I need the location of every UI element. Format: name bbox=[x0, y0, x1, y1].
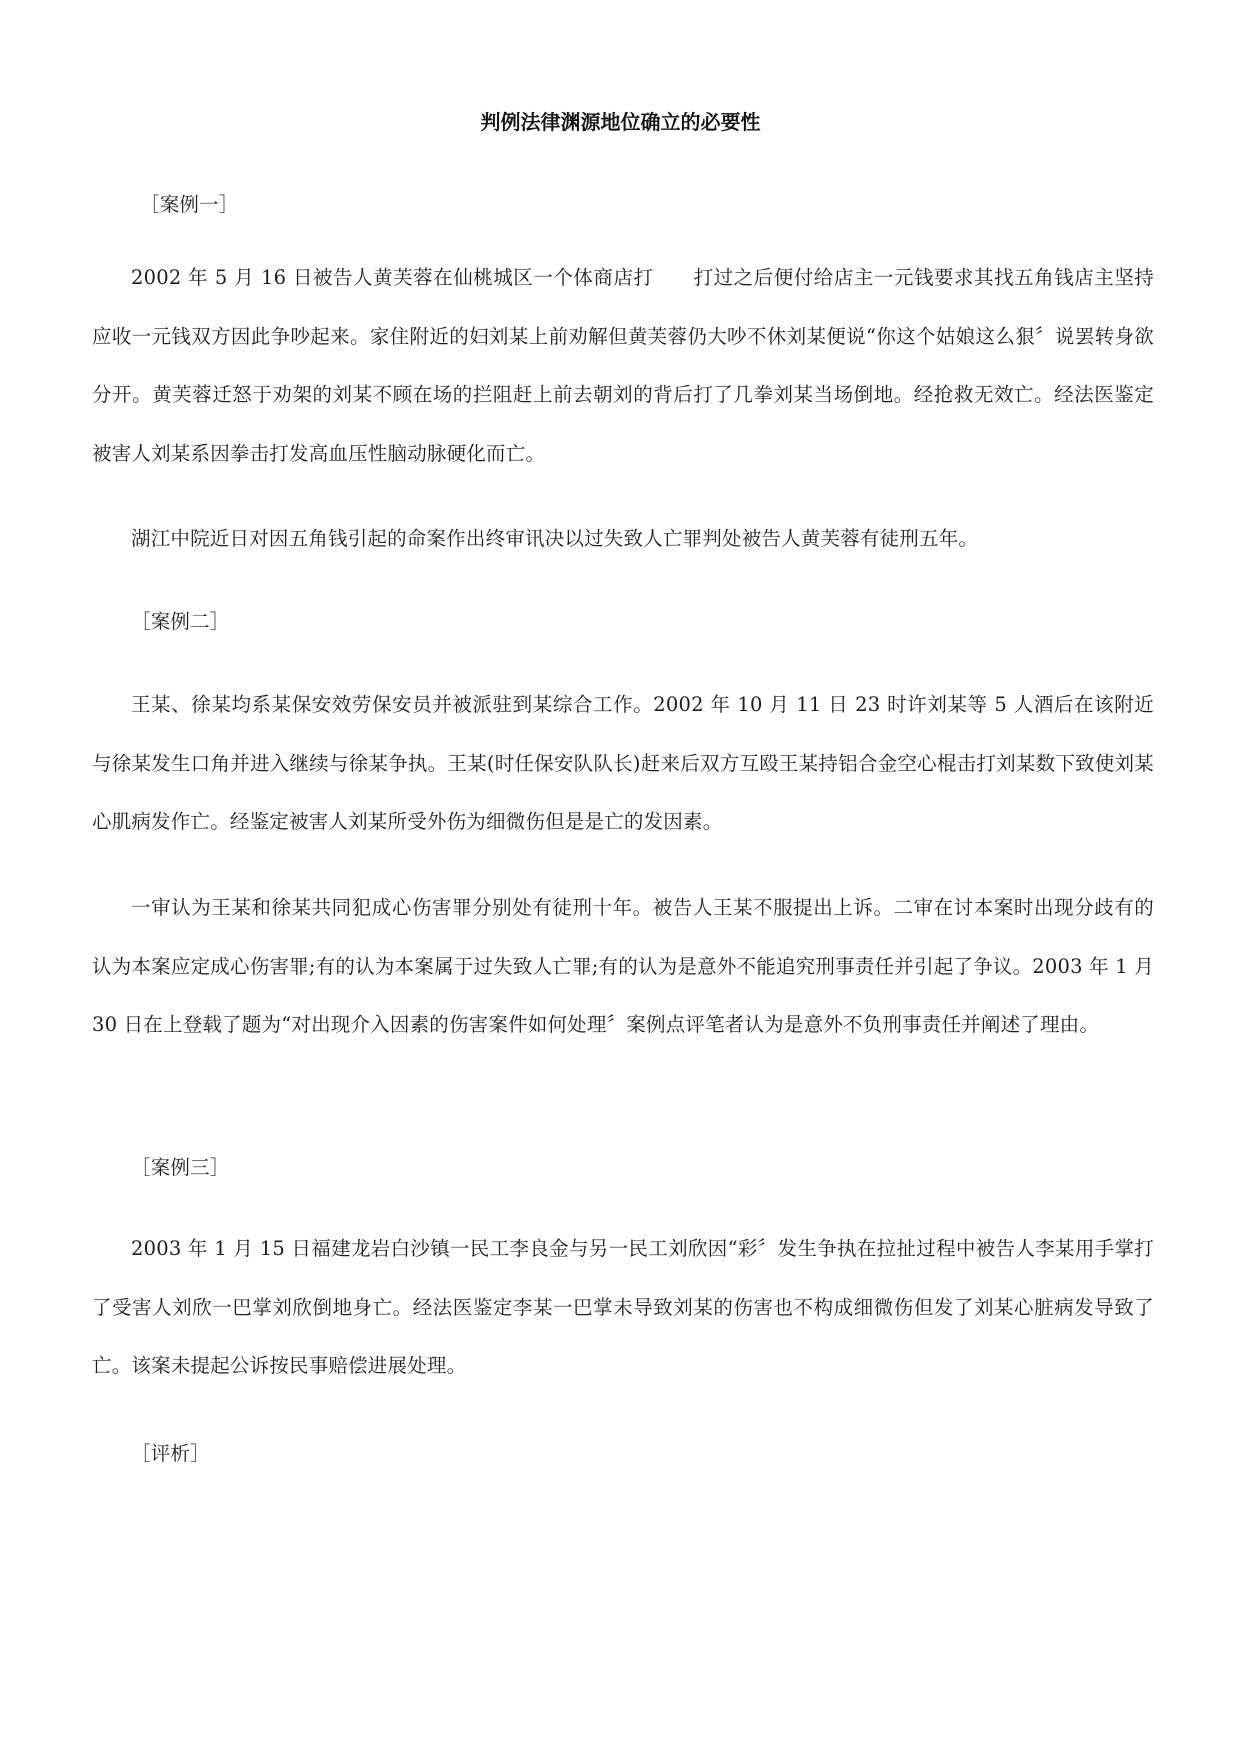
paragraph-case-2-facts: 王某、徐某均系某保安效劳保安员并被派驻到某综合工作。2002 年 10 月 11 日 23 时许刘某等 5 人酒后在该附近与徐某发生口角并进入继续与徐某争执。王某(时任保安队队长)赶来后双方互殴王某持铝合金空心棍击打刘某数下致使刘某心肌病发作亡。经鉴定被害人刘某所受外伤为细微伤但是是亡的发因素。 bbox=[92, 693, 1154, 833]
section-heading-analysis: ［评析］ bbox=[131, 1442, 210, 1465]
paragraph-case-3-facts: 2003 年 1 月 15 日福建龙岩白沙镇一民工李良金与另一民工刘欣因“彩〞发生争执在拉扯过程中被告人李某用手掌打了受害人刘欣一巴掌刘欣倒地身亡。经法医鉴定李某一巴掌未导致刘某的伤害也不构成细微伤但发了刘某心脏病发导致了亡。该案未提起公诉按民事赔偿进展处理。 bbox=[92, 1237, 1154, 1377]
paragraph-case-1-facts: 2002 年 5 月 16 日被告人黄芙蓉在仙桃城区一个体商店打 打过之后便付给店主一元钱要求其找五角钱店主坚持应收一元钱双方因此争吵起来。家住附近的妇刘某上前劝解但黄芙蓉仍大吵不休刘某便说“你这个姑娘这么狠〞说罢转身欲分开。黄芙蓉迁怒于劝架的刘某不顾在场的拦阻赶上前去朝刘的背后打了几拳刘某当场倒地。经抢救无效亡。经法医鉴定被害人刘某系因拳击打发高血压性脑动脉硬化而亡。 bbox=[92, 266, 1154, 465]
section-heading-case-2: ［案例二］ bbox=[131, 610, 230, 633]
paragraph-case-2-trial: 一审认为王某和徐某共同犯成心伤害罪分别处有徒刑十年。被告人王某不服提出上诉。二审在讨本案时出现分歧有的认为本案应定成心伤害罪;有的认为本案属于过失致人亡罪;有的认为是意外不能追究刑事责任并引起了争议。2003 年 1 月 30 日在上登载了题为“对出现介入因素的伤害案件如何处理〞案例点评笔者认为是意外不负刑事责任并阐述了理由。 bbox=[92, 896, 1154, 1036]
paragraph-case-1-verdict: 湖江中院近日对因五角钱引起的命案作出终审讯决以过失致人亡罪判处被告人黄芙蓉有徒刑五年。 bbox=[131, 527, 979, 550]
section-heading-case-1: ［案例一］ bbox=[140, 193, 239, 216]
document-title: 判例法律渊源地位确立的必要性 bbox=[480, 110, 761, 134]
section-heading-case-3: ［案例三］ bbox=[131, 1156, 230, 1179]
